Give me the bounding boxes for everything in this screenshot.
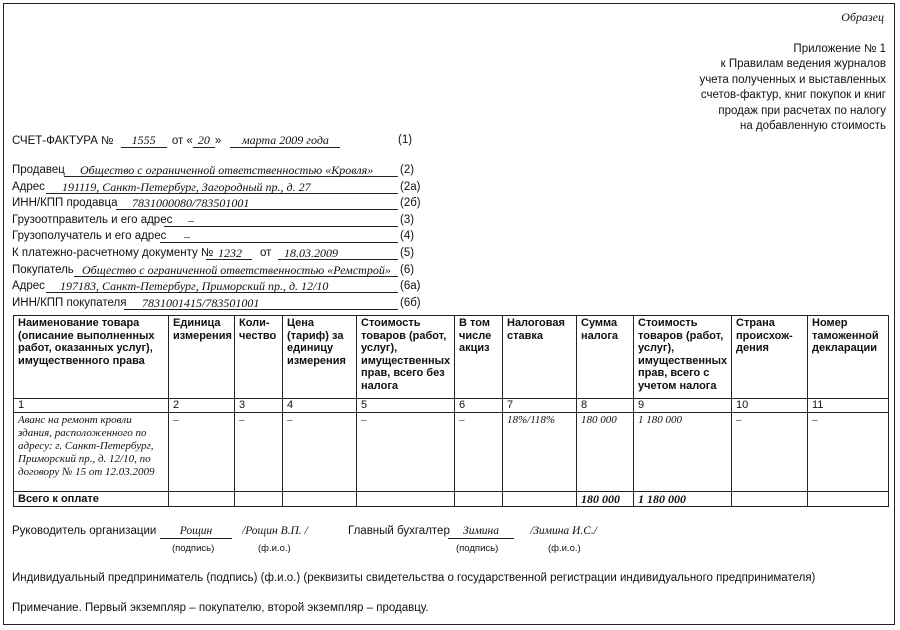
column-header: Стоимость товаров (работ, услуг), имущественных прав, всего без налога <box>357 316 455 399</box>
field-consignee <box>12 229 432 246</box>
field-buyer-inn <box>12 296 432 313</box>
invoice-table <box>13 315 889 507</box>
total-tax: 180 000 <box>577 492 634 507</box>
table-total-row <box>14 492 889 507</box>
footnote: Примечание. Первый экземпляр – покупателю, второй экземпляр – продавцу. <box>12 602 429 614</box>
field-label: К платежно-расчетному документу № <box>12 246 214 259</box>
column-index: 3 <box>235 399 283 413</box>
column-index: 8 <box>577 399 634 413</box>
total-sum: 1 180 000 <box>634 492 732 507</box>
invoice-title-line <box>12 133 413 148</box>
field-value: – <box>164 213 398 227</box>
column-header: Единица измерения <box>169 316 235 399</box>
field-seller-address <box>12 180 432 197</box>
column-index: 7 <box>503 399 577 413</box>
table-cell: 1 180 000 <box>634 413 732 492</box>
field-payment-document <box>12 246 432 263</box>
table-cell: – <box>357 413 455 492</box>
field-label: Адрес <box>12 180 45 193</box>
table-cell <box>503 492 577 507</box>
field-code: (2а) <box>400 180 421 193</box>
field-label: Покупатель <box>12 263 74 276</box>
field-value: 7831000080/783501001 <box>116 196 398 210</box>
field-value: 7831001415/783501001 <box>124 296 398 310</box>
field-code: (6б) <box>400 296 421 309</box>
field-buyer-address <box>12 279 432 296</box>
field-code: (5) <box>400 246 415 259</box>
appendix-line: Приложение № 1 <box>793 43 886 55</box>
field-shipper <box>12 213 432 230</box>
field-value: 197183, Санкт-Петербург, Приморский пр., д. 12/10 <box>46 279 398 293</box>
field-label: ИНН/КПП продавца <box>12 197 118 210</box>
table-cell: Аванс на ремонт кровли здания, расположенного по адресу: г. Санкт-Петербург, Приморский пр., д. 12/10, по договору № 15 от 12.03.2009 <box>14 413 169 492</box>
table-cell: – <box>732 413 808 492</box>
field-seller-inn <box>12 196 432 213</box>
column-header: Налоговая ставка <box>503 316 577 399</box>
field-code: (6) <box>400 263 415 276</box>
appendix-line: счетов-фактур, книг покупок и книг <box>700 89 886 102</box>
field-label: Грузоотправитель и его адрес <box>12 213 173 226</box>
field-label: ИНН/КПП покупателя <box>12 296 127 309</box>
total-label: Всего к оплате <box>14 492 169 507</box>
field-code: (4) <box>400 230 415 243</box>
table-cell: – <box>455 413 503 492</box>
column-index: 4 <box>283 399 357 413</box>
field-value: 1232 <box>206 246 252 260</box>
appendix-line: на добавленную стоимость <box>739 120 886 133</box>
table-cell: – <box>169 413 235 492</box>
field-label: Адрес <box>12 280 45 293</box>
field-code: (6а) <box>400 280 421 293</box>
head-name-caption: (ф.и.о.) <box>258 543 291 554</box>
invoice-month-year: марта 2009 года <box>230 134 340 148</box>
table-header-row <box>14 316 889 399</box>
field-label: Грузополучатель и его адрес <box>12 230 167 243</box>
table-index-row <box>14 399 889 413</box>
table-cell <box>455 492 503 507</box>
field-buyer <box>12 263 432 280</box>
table-cell: – <box>283 413 357 492</box>
head-signature: Рощин <box>160 525 232 539</box>
column-index: 9 <box>634 399 732 413</box>
entrepreneur-line: Индивидуальный предприниматель (подпись) (ф.и.о.) (реквизиты свидетельства о государственной регистрации индивидуального предпринимателя) <box>12 572 816 584</box>
invoice-title: СЧЕТ-ФАКТУРА № <box>12 135 114 147</box>
invoice-day: 20 <box>193 134 215 148</box>
head-label: Руководитель организации <box>12 525 157 537</box>
column-index: 1 <box>14 399 169 413</box>
table-cell: 180 000 <box>577 413 634 492</box>
table-cell: – <box>235 413 283 492</box>
accountant-name: /Зимина И.С./ <box>530 525 597 537</box>
head-name: /Рощин В.П. / <box>242 525 308 537</box>
invoice-from-label: от « <box>171 135 193 147</box>
invoice-code: (1) <box>398 134 413 146</box>
table-cell <box>808 492 889 507</box>
column-header: Сумма налога <box>577 316 634 399</box>
column-index: 6 <box>455 399 503 413</box>
column-header: Наименование товара (описание выполненных работ, оказанных услуг), имущественного права <box>14 316 169 399</box>
column-header: Номер таможенной декларации <box>808 316 889 399</box>
accountant-name-caption: (ф.и.о.) <box>548 543 581 554</box>
requisites-block <box>12 163 432 312</box>
accountant-signature: Зимина <box>448 525 514 539</box>
column-header: Страна происхож-дения <box>732 316 808 399</box>
accountant-label: Главный бухгалтер <box>348 525 450 537</box>
table-cell <box>169 492 235 507</box>
column-index: 10 <box>732 399 808 413</box>
table-cell: 18%/118% <box>503 413 577 492</box>
column-index: 2 <box>169 399 235 413</box>
table-cell <box>732 492 808 507</box>
appendix-line: учета полученных и выставленных <box>699 73 886 86</box>
table-cell <box>357 492 455 507</box>
sample-label: Образец <box>841 10 884 24</box>
appendix-block <box>699 42 886 134</box>
field-value: Общество с ограниченной ответственностью «Кровля» <box>64 163 398 177</box>
column-index: 11 <box>808 399 889 413</box>
field-seller <box>12 163 432 180</box>
field-value: 191119, Санкт-Петербург, Загородный пр., д. 27 <box>46 180 398 194</box>
field-value: – <box>160 229 398 243</box>
head-sign-caption: (подпись) <box>172 543 215 554</box>
appendix-line: к Правилам ведения журналов <box>720 58 886 71</box>
table-cell <box>283 492 357 507</box>
appendix-line: продаж при расчетах по налогу <box>718 104 886 117</box>
field-date: 18.03.2009 <box>278 246 398 260</box>
column-index: 5 <box>357 399 455 413</box>
table-row <box>14 413 889 492</box>
invoice-day-close: » <box>214 135 222 147</box>
column-header: В том числе акциз <box>455 316 503 399</box>
field-date-label: от <box>260 246 272 259</box>
field-code: (2б) <box>400 197 421 210</box>
accountant-sign-caption: (подпись) <box>456 543 499 554</box>
table-cell <box>235 492 283 507</box>
column-header: Стоимость товаров (работ, услуг), имущественных прав, всего с учетом налога <box>634 316 732 399</box>
column-header: Коли-чество <box>235 316 283 399</box>
field-code: (3) <box>400 213 415 226</box>
field-label: Продавец <box>12 164 65 176</box>
table-cell: – <box>808 413 889 492</box>
column-header: Цена (тариф) за единицу измерения <box>283 316 357 399</box>
field-code: (2) <box>400 164 415 176</box>
invoice-number: 1555 <box>121 134 167 148</box>
field-value: Общество с ограниченной ответственностью «Ремстрой» <box>74 263 398 277</box>
